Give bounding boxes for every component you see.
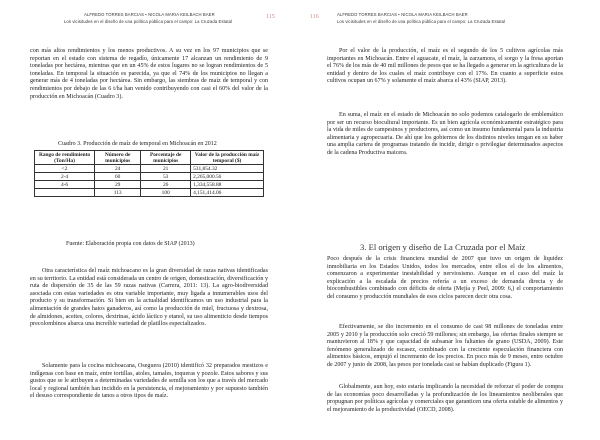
cell-range: 2-4 xyxy=(35,173,95,181)
paragraph-text: Globalmente, aun hoy, esto estaría implicando la necesidad de reforzar el poder de compra de las economías poco desarrolladas y la profundización de los lineamientos neoliberales que propugnan por políticas agrícolas y comerciales que garanticen una oferta estable de alimentos y el mejoramiento de la productividad (OECD, 2008). xyxy=(327,384,563,413)
table-caption: Cuadro 3. Producción de maíz de temporal en Michoacán en 2012 xyxy=(58,141,217,147)
cell-value: 1,334,558.88 xyxy=(191,181,264,189)
cell-count: 113 xyxy=(95,189,141,197)
paragraph-text: Poco después de la crisis financiera mundial de 2007 que tuvo un origen de liquidez inmobiliaria en los Estados Unidos, todos los mercados, entre ellos el de los alimentos, comenzaron a experimentar inestabilidad y nerviosismo. Aunque en el caso del maíz la explicación a la escalada de precios refería a un exceso de demanda directa y de biocombustibles combinado con déficits de oferta (Mejía y Peel, 2009: 6,) el comportamiento del consumo y producción mundiales de esos ciclos parecen decir otra cosa. xyxy=(327,256,563,300)
production-table xyxy=(34,150,264,197)
cell-count: 24 xyxy=(95,165,141,173)
table-total-row xyxy=(35,189,264,197)
cell-range xyxy=(35,189,95,197)
col-header-pct: Porcentaje de municipios xyxy=(141,151,191,165)
col-header-value: Valor de la producción maíz temporal ($) xyxy=(191,151,264,165)
paragraph-text: con más altos rendimientos y los menos productivos. A su vez en los 97 municipios que se reportan en el estado con sistema de regadío, únicamente 17 alcanzan un rendimiento de 9 toneladas por hectárea, mientras que en un 45% de estos lugares no se logran rendimientos de 5 toneladas. En temporal la situación es parecida, ya que el 74% de los municipios no llegan a generar más de 4 toneladas por hectárea. Sin embargo, las siembras de maíz de temporal y con rendimientos por debajo de las 6 t/ha han venido contribuyendo con casi el 60% del valor de la producción en Michoacán (Cuadro 3). xyxy=(30,48,268,100)
right-page xyxy=(300,0,600,440)
left-header-author: ALFREDO TORRES BARCIAS ▪ NICOLA MARIA KEILBACH BAER xyxy=(84,12,215,17)
right-paragraph-3 xyxy=(327,256,563,302)
right-paragraph-2 xyxy=(327,112,563,158)
right-header-author: ALFREDO TORRES BARCIAS ▪ NICOLA MARIA KEILBACH BAER xyxy=(337,12,468,17)
paragraph-text: Otra característica del maíz michoacano es la gran diversidad de razas nativas identificadas en su territorio. La entidad está considerada un centro de origen, domesticación, diversificación y ruta de dispersión de 35 de las 59 razas nativas (Carrera, 2011: 13). La agro-biodiversidad asociada con estas variedades es otra variable importante, muy ligada a innumerables usos del producto y su transformación. Si bien en la actualidad identificamos un uso industrial para la alimentación de grandes hatos ganaderos, así como la producción de miel, fructuosa y dextrosa, de almidones, aceites, colores, dextrinas, ácido láctico y etanol, su uso alimenticio desde tiempos precolombinos abarca una increíble variedad de platillos especializados. xyxy=(30,268,268,328)
right-paragraph-5 xyxy=(327,384,563,414)
col-header-count: Número de municipios xyxy=(95,151,141,165)
cell-count: 60 xyxy=(95,173,141,181)
left-paragraph-2 xyxy=(30,268,268,329)
paragraph-text: En suma, el maíz en el estado de Michoacán no solo podemos catalogarlo de emblemático por ser un recurso biocultural importante. Es un bien agrícola económicamente estratégico para la vida de miles de campesinos y productores, así como un insumo fundamental para la industria alimentaria y agropecuaria. De ahí que los gobiernos de los distintos niveles tengan en su haber una amplia cartera de programas tratando de incidir, dirigir o privilegiar determinados aspectos de la cadena Productiva maicera. xyxy=(327,112,563,156)
left-page-number: 115 xyxy=(266,14,275,20)
cell-value: 2,265,000.56 xyxy=(191,173,264,181)
cell-pct: 21 xyxy=(141,165,191,173)
table-source: Fuente: Elaboración propia con datos de SIAP (2013) xyxy=(66,241,195,247)
right-header-title: Los vicisitudes en el diseño de una política pública para el campo: La Cruzada Estatal xyxy=(337,19,506,24)
left-paragraph-3 xyxy=(30,363,268,401)
cell-pct: 26 xyxy=(141,181,191,189)
table-row xyxy=(35,173,264,181)
cell-range: 4-6 xyxy=(35,181,95,189)
cell-value: 531,854.32 xyxy=(191,165,264,173)
cell-pct: 100 xyxy=(141,189,191,197)
paragraph-text: Efectivamente, se dio incremento en el consumo de casi 98 millones de toneladas entre 2005 y 2010 y la producción solo creció 59 millones; sin embargo, las ofertas finales siempre se mantuvieron al 18% y que capacidad de subsanar los faltantes de grano (USDA, 2009). Este fenómeno generalizado de escasez, combinado con la creciente especulación financiera con alimentos básicos, empujó el incremento de los precios. En poco más de 9 meses, entre octubre de 2007 y junio de 2008, las pesos por tonelada casi se habían duplicado (Figura 1). xyxy=(327,324,563,368)
col-header-range: Rango de rendimiento (Ton/Ha) xyxy=(35,151,95,165)
right-paragraph-1 xyxy=(327,48,563,86)
cell-range: <2 xyxy=(35,165,95,173)
left-paragraph-1 xyxy=(30,48,268,101)
table-row xyxy=(35,181,264,189)
section-title: 3. El origen y diseño de La Cruzada por el Maíz xyxy=(360,242,526,252)
paragraph-text: Solamente para la cocina michoacana, Oseguera (2010) identificó 32 preparados mestizos e indígenas con base en maíz, entre tortillas, atoles, tamales, toqueras y pozole. Estos sabores y sus gustos que se le atribuyen a determinadas variedades de semilla son los que a través del mercado local y regional también han incidido en la persistencia, el mejoramiento y por supuesto también el desuso correspondiente de tanos a otros tipos de maíz. xyxy=(30,363,268,400)
right-paragraph-4 xyxy=(327,324,563,370)
paragraph-text: Por el valor de la producción, el maíz es el segundo de los 5 cultivos agrícolas más importantes en Michoacán. Entre el aguacate, el maíz, la zarzamora, el sorgo y la fresa aportan el 76% de los más de 40 mil millones de pesos que se ha llegado a generar en la agricultura de la entidad y dentro de los cuales el maíz contribuye con el 17%. En cuanto a superficie estos cultivos ocupan un 67% y solamente el maíz abarca el 43% (SIAP, 2013). xyxy=(327,48,563,85)
right-page-number: 116 xyxy=(310,14,319,20)
left-header-title: Los vicisitudes en el diseño de una política pública para el campo: La Cruzada Estatal xyxy=(64,19,233,24)
cell-value: 4,151,414.06 xyxy=(191,189,264,197)
cell-pct: 53 xyxy=(141,173,191,181)
cell-count: 29 xyxy=(95,181,141,189)
table-row xyxy=(35,165,264,173)
table-header-row xyxy=(35,151,264,165)
